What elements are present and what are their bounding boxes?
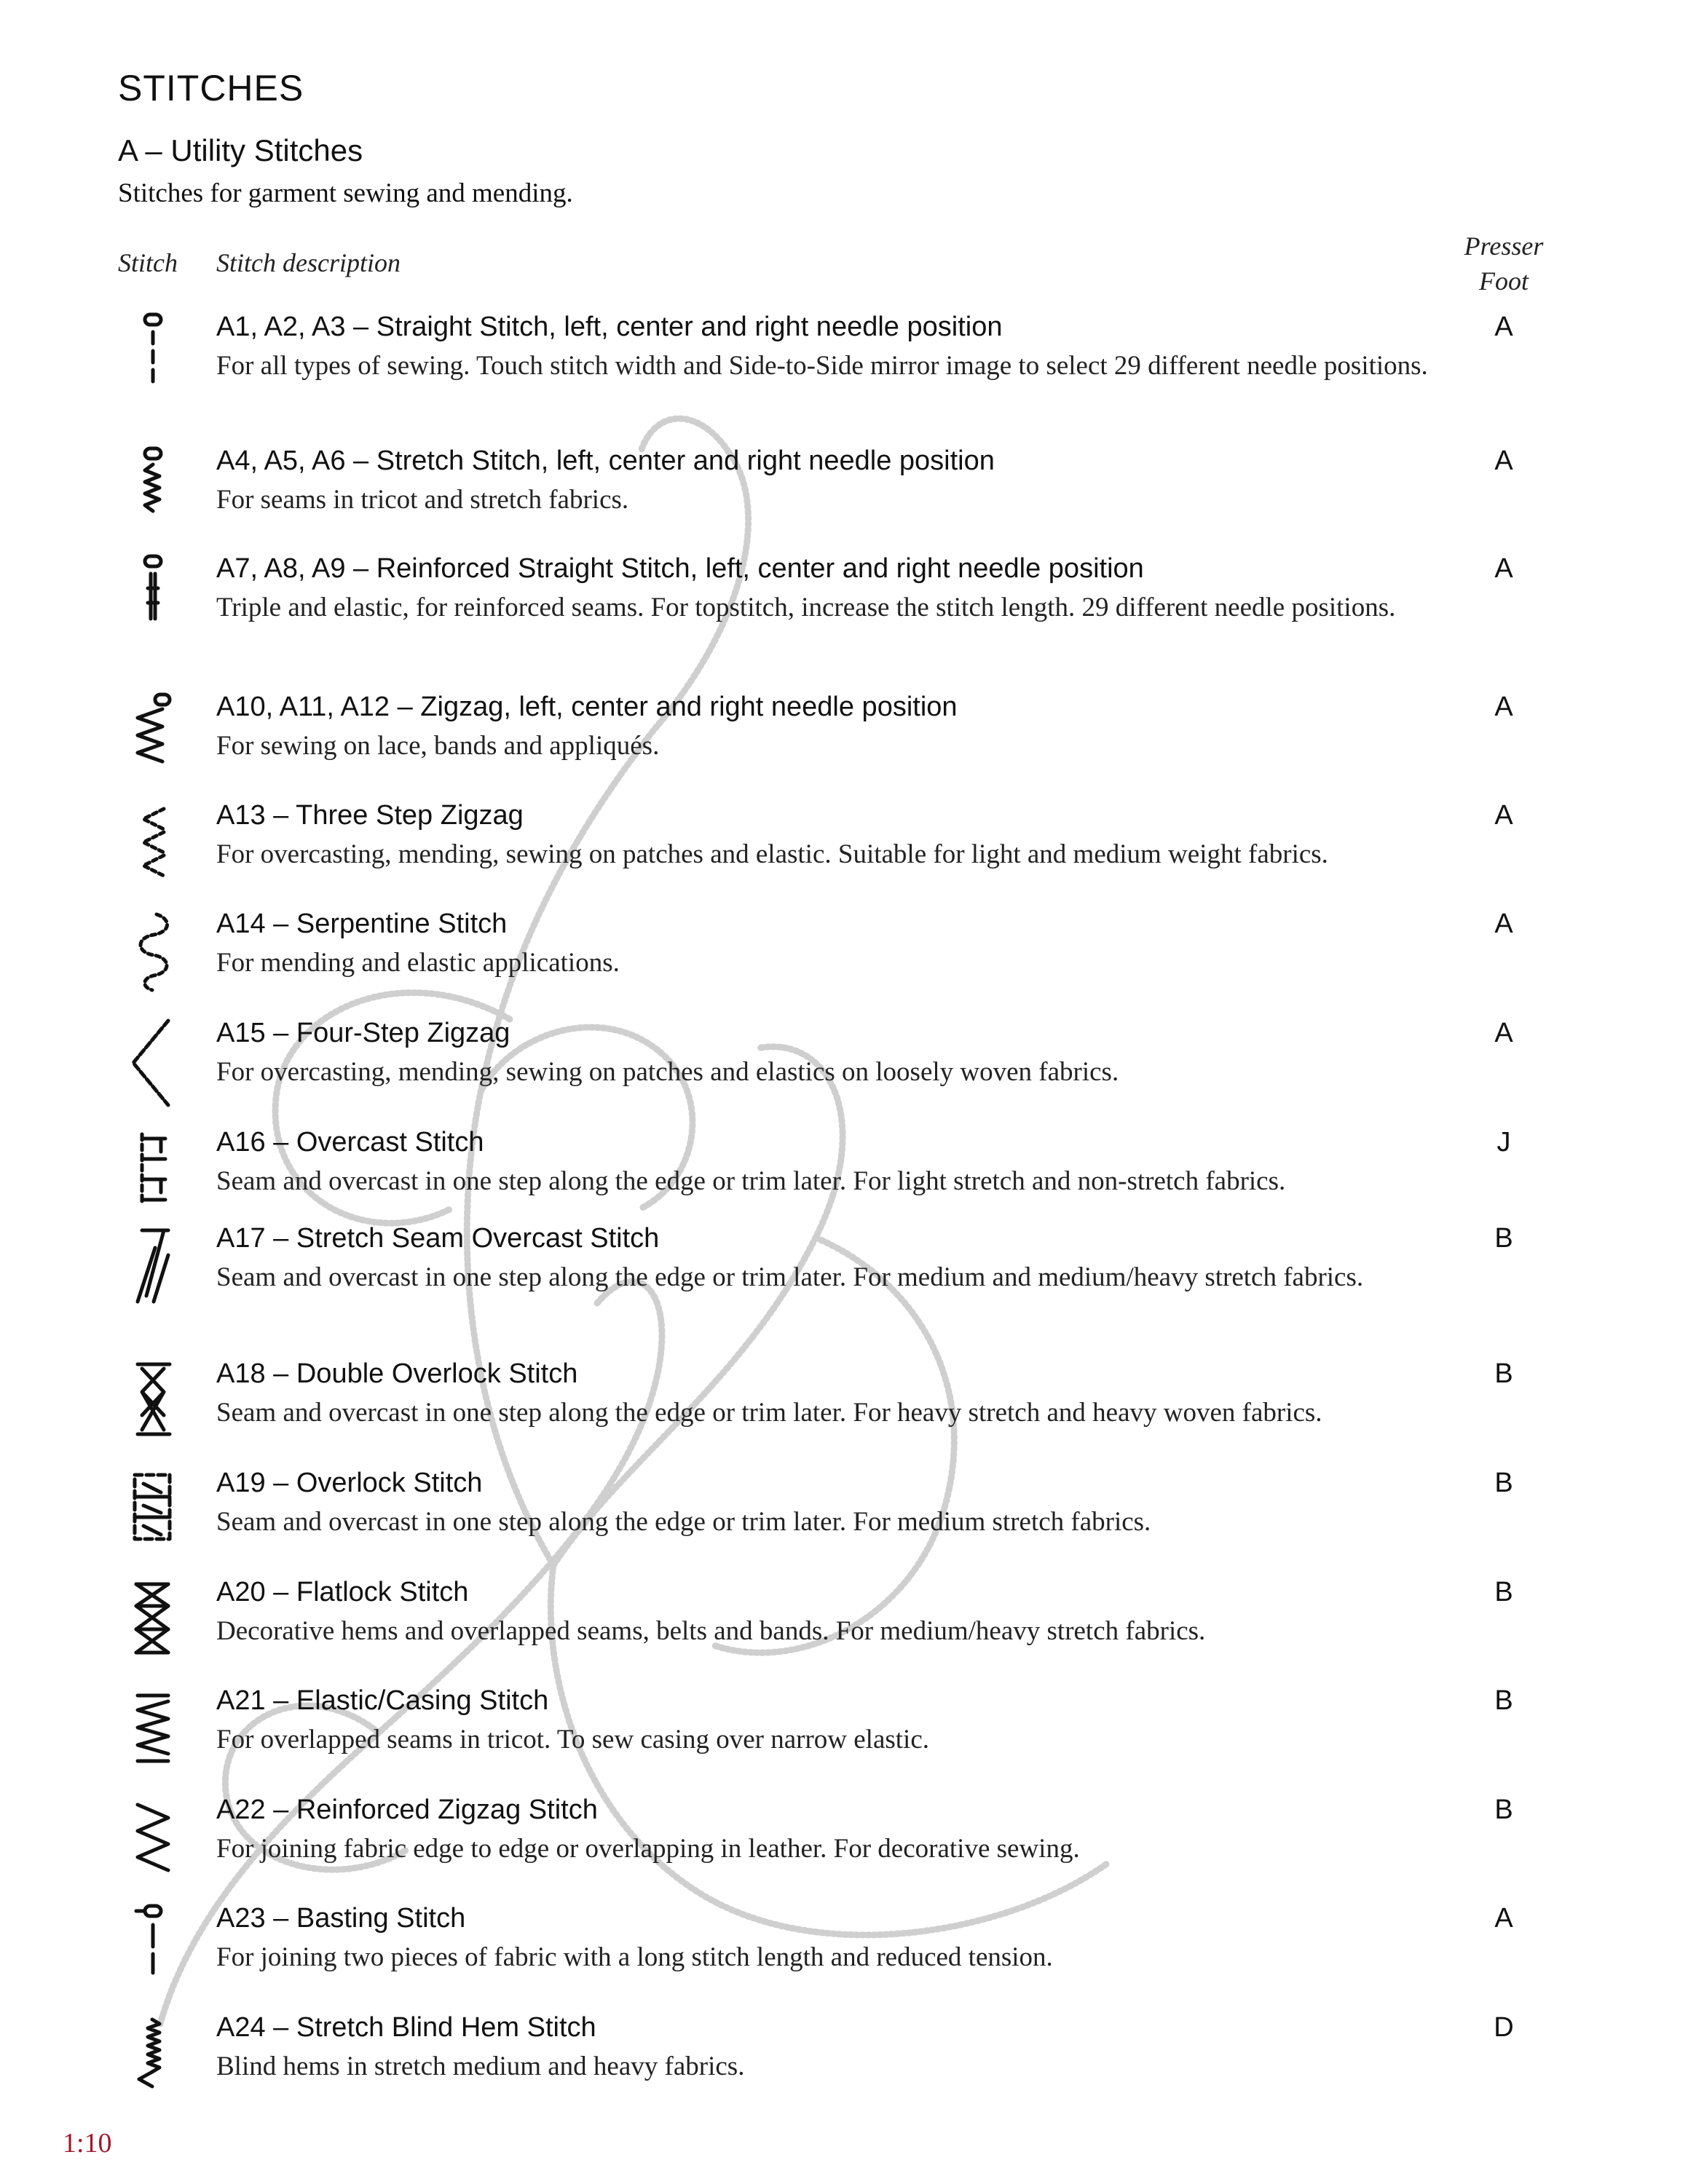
presser-foot-value: B — [1494, 1223, 1513, 1254]
zigzag-stitch-icon — [127, 695, 178, 775]
page-number: 1:10 — [63, 2128, 112, 2159]
three-step-zigzag-icon — [127, 803, 178, 883]
stitch-name: A14 – Serpentine Stitch — [216, 909, 508, 939]
presser-foot-value: J — [1496, 1127, 1511, 1158]
presser-foot-value: B — [1494, 1358, 1513, 1389]
section-description: Stitches for garment sewing and mending. — [118, 178, 573, 208]
column-header-presser-foot — [1449, 229, 1558, 298]
stitch-description: For overlapped seams in tricot. To sew casing over narrow elastic. — [216, 1725, 930, 1754]
stitch-description: For mending and elastic applications. — [216, 948, 620, 978]
presser-foot-header-line1: Presser — [1464, 232, 1544, 261]
stitch-name: A23 – Basting Stitch — [216, 1903, 466, 1934]
stitch-name: A24 – Stretch Blind Hem Stitch — [216, 2012, 596, 2043]
overcast-stitch-icon — [127, 1130, 178, 1210]
stitch-name: A1, A2, A3 – Straight Stitch, left, center and right needle position — [216, 312, 1003, 342]
stitch-description: For all types of sewing. Touch stitch width and Side-to-Side mirror image to select 29 different needle positions. — [216, 351, 1428, 381]
overlock-stitch-icon — [127, 1471, 178, 1551]
page-title: STITCHES — [118, 68, 304, 108]
straight-stitch-icon — [127, 314, 178, 395]
stitch-name: A18 – Double Overlock Stitch — [216, 1358, 578, 1389]
column-header-description: Stitch description — [216, 248, 401, 277]
stitch-name: A19 – Overlock Stitch — [216, 1468, 483, 1498]
stitch-description: Seam and overcast in one step along the edge or trim later. For heavy stretch and heavy woven fabrics. — [216, 1398, 1322, 1428]
stitch-description: Triple and elastic, for reinforced seams. For topstitch, increase the stitch length. 29 different needle positions. — [216, 593, 1396, 622]
reinforced-straight-stitch-icon — [127, 556, 178, 636]
stitch-description: Seam and overcast in one step along the edge or trim later. For medium and medium/heavy stretch fabrics. — [216, 1262, 1364, 1292]
presser-foot-value: A — [1494, 692, 1513, 722]
stitch-description: For seams in tricot and stretch fabrics. — [216, 485, 629, 515]
presser-foot-value: A — [1494, 1903, 1513, 1934]
presser-foot-value: B — [1494, 1468, 1513, 1498]
stitch-name: A16 – Overcast Stitch — [216, 1127, 484, 1158]
stitch-description: For overcasting, mending, sewing on patches and elastics on loosely woven fabrics. — [216, 1057, 1119, 1087]
stitch-description: For joining two pieces of fabric with a long stitch length and reduced tension. — [216, 1942, 1053, 1972]
presser-foot-value: A — [1494, 553, 1513, 584]
presser-foot-value: A — [1494, 312, 1513, 342]
stretch-overcast-stitch-icon — [127, 1226, 178, 1306]
stretch-stitch-icon — [127, 448, 178, 529]
presser-foot-value: A — [1494, 800, 1513, 831]
stretch-blind-hem-stitch-icon — [127, 2015, 178, 2095]
reinforced-zigzag-stitch-icon — [127, 1797, 178, 1878]
presser-foot-value: B — [1494, 1685, 1513, 1716]
stitch-name: A4, A5, A6 – Stretch Stitch, left, center and right needle position — [216, 446, 995, 476]
section-title: A – Utility Stitches — [118, 133, 363, 167]
stitch-description: For joining fabric edge to edge or overlapping in leather. For decorative sewing. — [216, 1834, 1080, 1864]
stitch-description: For sewing on lace, bands and appliqués. — [216, 731, 660, 761]
stitch-description: For overcasting, mending, sewing on patches and elastic. Suitable for light and medium weight fabrics. — [216, 839, 1328, 869]
presser-foot-value: B — [1494, 1795, 1513, 1825]
stitch-description: Seam and overcast in one step along the edge or trim later. For light stretch and non-stretch fabrics. — [216, 1166, 1286, 1196]
presser-foot-value: A — [1494, 446, 1513, 476]
stitch-description: Decorative hems and overlapped seams, belts and bands. For medium/heavy stretch fabrics. — [216, 1616, 1206, 1646]
stitch-description: Seam and overcast in one step along the edge or trim later. For medium stretch fabrics. — [216, 1507, 1151, 1537]
serpentine-stitch-icon — [127, 911, 178, 992]
stitch-name: A10, A11, A12 – Zigzag, left, center and right needle position — [216, 692, 958, 722]
stitch-name: A22 – Reinforced Zigzag Stitch — [216, 1795, 598, 1825]
stitch-description: Blind hems in stretch medium and heavy fabrics. — [216, 2052, 745, 2081]
presser-foot-value: A — [1494, 909, 1513, 939]
stitch-name: A21 – Elastic/Casing Stitch — [216, 1685, 549, 1716]
presser-foot-value: B — [1494, 1577, 1513, 1607]
stitch-name: A7, A8, A9 – Reinforced Straight Stitch, left, center and right needle position — [216, 553, 1144, 584]
presser-foot-value: D — [1494, 2012, 1514, 2043]
elastic-casing-stitch-icon — [127, 1688, 178, 1768]
stitch-name: A20 – Flatlock Stitch — [216, 1577, 469, 1607]
basting-stitch-icon — [127, 1906, 178, 1986]
presser-foot-header-line2: Foot — [1479, 266, 1529, 296]
flatlock-stitch-icon — [127, 1580, 178, 1660]
column-header-stitch: Stitch — [118, 248, 178, 277]
double-overlock-stitch-icon — [127, 1361, 178, 1441]
stitch-name: A17 – Stretch Seam Overcast Stitch — [216, 1223, 660, 1254]
stitch-name: A15 – Four-Step Zigzag — [216, 1018, 510, 1048]
four-step-zigzag-icon — [127, 1021, 178, 1101]
stitch-name: A13 – Three Step Zigzag — [216, 800, 524, 831]
presser-foot-value: A — [1494, 1018, 1513, 1048]
